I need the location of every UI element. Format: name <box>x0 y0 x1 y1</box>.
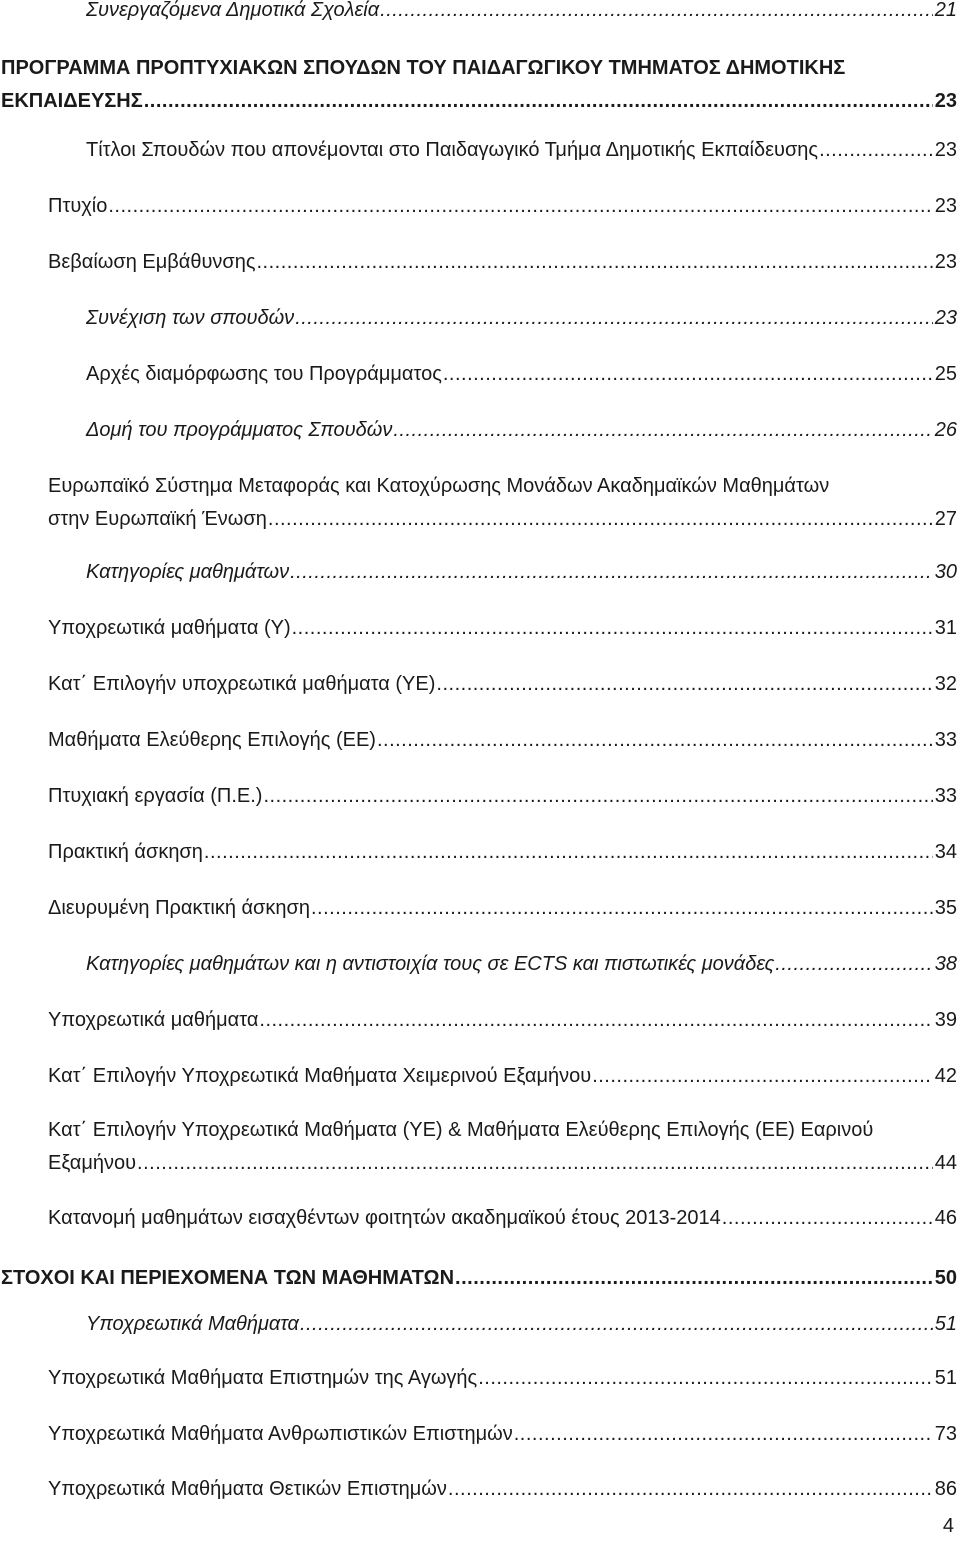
toc-leader-dots <box>380 0 933 27</box>
toc-leader-dots <box>290 556 933 589</box>
toc-entry-title: Πτυχιακή εργασία (Π.Ε.) <box>48 785 263 807</box>
toc-entry-page: 46 <box>934 1207 957 1229</box>
toc-entry-page: 42 <box>934 1065 957 1087</box>
toc-entry[interactable] <box>1 1262 957 1295</box>
toc-entry-page: 27 <box>934 508 957 530</box>
toc-entry-page: 34 <box>934 841 957 863</box>
toc-leader-dots <box>514 1418 933 1451</box>
toc-leader-dots <box>443 358 933 391</box>
toc-entry[interactable] <box>86 556 957 589</box>
toc-entry-page: 31 <box>934 617 957 639</box>
toc-leader-dots <box>393 414 932 447</box>
toc-entry-page: 51 <box>934 1313 957 1335</box>
toc-entry[interactable] <box>86 0 957 27</box>
toc-entry[interactable] <box>1 52 957 118</box>
toc-leader-dots <box>144 85 933 118</box>
toc-leader-dots <box>592 1060 933 1093</box>
toc-entry-title: ΣΤΟΧΟΙ ΚΑΙ ΠΕΡΙΕΧΟΜΕΝΑ ΤΩΝ ΜΑΘΗΜΑΤΩΝ <box>1 1267 455 1289</box>
toc-entry[interactable] <box>48 1202 957 1235</box>
toc-entry[interactable] <box>48 612 957 645</box>
toc-entry-page: 51 <box>934 1367 957 1389</box>
toc-leader-dots <box>478 1362 933 1395</box>
toc-entry-title: Αρχές διαμόρφωσης του Προγράμματος <box>86 363 442 385</box>
toc-entry-title: Δομή του προγράμματος Σπουδών <box>86 419 393 441</box>
toc-entry[interactable] <box>86 134 957 167</box>
toc-leader-dots <box>775 948 932 981</box>
toc-entry-title: Πτυχίο <box>48 195 108 217</box>
toc-entry-title: Υποχρεωτικά Μαθήματα <box>86 1313 299 1335</box>
toc-entry-title: Βεβαίωση Εμβάθυνσης <box>48 251 256 273</box>
toc-entry-title: Υποχρεωτικά Μαθήματα Θετικών Επιστημών <box>48 1478 447 1500</box>
toc-entry[interactable] <box>86 358 957 391</box>
toc-entry[interactable] <box>48 246 957 279</box>
toc-leader-dots <box>108 190 932 223</box>
toc-leader-dots <box>268 503 933 536</box>
toc-entry-title: Πρακτική άσκηση <box>48 841 203 863</box>
toc-entry-page: 86 <box>934 1478 957 1500</box>
toc-entry-page: 23 <box>934 90 957 112</box>
toc-entry-page: 25 <box>934 363 957 385</box>
toc-entry-title: Διευρυμένη Πρακτική άσκηση <box>48 897 310 919</box>
toc-entry[interactable] <box>48 668 957 701</box>
toc-entry-page: 23 <box>934 251 957 273</box>
toc-entry[interactable] <box>48 1362 957 1395</box>
toc-leader-dots <box>263 780 932 813</box>
toc-entry-title-continued: Εξαμήνου <box>48 1152 137 1174</box>
toc-entry-title: Συνεργαζόμενα Δημοτικά Σχολεία <box>86 0 380 21</box>
toc-leader-dots <box>137 1147 933 1180</box>
toc-entry-page: 23 <box>934 139 957 161</box>
toc-entry[interactable] <box>86 1308 957 1341</box>
toc-leader-dots <box>311 892 933 925</box>
toc-entry[interactable] <box>48 1060 957 1093</box>
toc-entry[interactable] <box>48 470 957 536</box>
toc-entry-title: Υποχρεωτικά μαθήματα (Υ) <box>48 617 291 639</box>
toc-entry-title: Κατ΄ Επιλογήν Υποχρεωτικά Μαθήματα Χειμερινού Εξαμήνου <box>48 1065 592 1087</box>
toc-entry-title: Μαθήματα Ελεύθερης Επιλογής (ΕΕ) <box>48 729 376 751</box>
toc-entry[interactable] <box>48 1418 957 1451</box>
toc-entry-title: Υποχρεωτικά Μαθήματα Επιστημών της Αγωγής <box>48 1367 478 1389</box>
toc-entry[interactable] <box>48 1004 957 1037</box>
toc-entry-page: 32 <box>934 673 957 695</box>
toc-leader-dots <box>819 134 933 167</box>
toc-entry-page: 26 <box>934 419 957 441</box>
toc-leader-dots <box>204 836 933 869</box>
toc-leader-dots <box>448 1473 933 1506</box>
toc-entry[interactable] <box>48 1473 957 1506</box>
toc-entry-title: Τίτλοι Σπουδών που απονέμονται στο Παιδαγωγικό Τμήμα Δημοτικής Εκπαίδευσης <box>86 139 819 161</box>
toc-entry[interactable] <box>48 724 957 757</box>
toc-leader-dots <box>300 1308 933 1341</box>
toc-leader-dots <box>259 1004 932 1037</box>
toc-entry-page: 50 <box>934 1267 957 1289</box>
page-number: 4 <box>942 1515 954 1537</box>
toc-entry-title: Υποχρεωτικά μαθήματα <box>48 1009 259 1031</box>
toc-entry-page: 33 <box>934 729 957 751</box>
toc-entry-page: 35 <box>934 897 957 919</box>
toc-entry-title-continued: ΕΚΠΑΙΔΕΥΣΗΣ <box>1 90 143 112</box>
toc-leader-dots <box>722 1202 933 1235</box>
toc-entry[interactable] <box>86 414 957 447</box>
toc-entry-page: 39 <box>934 1009 957 1031</box>
toc-entry-page: 33 <box>934 785 957 807</box>
toc-leader-dots <box>455 1262 933 1295</box>
toc-entry-page: 23 <box>934 195 957 217</box>
toc-entry-title: Υποχρεωτικά Μαθήματα Ανθρωπιστικών Επιστημών <box>48 1423 513 1445</box>
toc-entry-title: Κατ΄ Επιλογήν Υποχρεωτικά Μαθήματα (ΥΕ) & Μαθήματα Ελεύθερης Επιλογής (ΕΕ) Εαρινού <box>48 1119 874 1141</box>
toc-entry[interactable] <box>48 190 957 223</box>
toc-entry-title: Συνέχιση των σπουδών <box>86 307 295 329</box>
toc-entry-title: Κατηγορίες μαθημάτων <box>86 561 290 583</box>
toc-leader-dots <box>295 302 933 335</box>
toc-leader-dots <box>257 246 933 279</box>
toc-leader-dots <box>377 724 933 757</box>
toc-entry-title: ΠΡΟΓΡΑΜΜΑ ΠΡΟΠΤΥΧΙΑΚΩΝ ΣΠΟΥΔΩΝ ΤΟΥ ΠΑΙΔΑΓΩΓΙΚΟΥ ΤΜΗΜΑΤΟΣ ΔΗΜΟΤΙΚΗΣ <box>1 57 846 79</box>
toc-entry-page: 38 <box>934 953 957 975</box>
toc-entry[interactable] <box>48 836 957 869</box>
toc-entry-page: 73 <box>934 1423 957 1445</box>
toc-leader-dots <box>436 668 932 701</box>
toc-entry-page: 44 <box>934 1152 957 1174</box>
toc-entry-page: 30 <box>934 561 957 583</box>
toc-entry-title: Κατανομή μαθημάτων εισαχθέντων φοιτητών ακαδημαϊκού έτους 2013-2014 <box>48 1207 721 1229</box>
toc-entry[interactable] <box>86 302 957 335</box>
toc-entry[interactable] <box>48 892 957 925</box>
toc-entry-page: 23 <box>934 307 957 329</box>
toc-entry-title: Κατ΄ Επιλογήν υποχρεωτικά μαθήματα (ΥΕ) <box>48 673 436 695</box>
toc-entry-page: 21 <box>934 0 957 21</box>
toc-entry-title: Κατηγορίες μαθημάτων και η αντιστοιχία τους σε ECTS και πιστωτικές μονάδες <box>86 953 775 975</box>
toc-entry-title: Ευρωπαϊκό Σύστημα Μεταφοράς και Κατοχύρωσης Μονάδων Ακαδημαϊκών Μαθημάτων <box>48 475 830 497</box>
toc-entry-title-continued: στην Ευρωπαϊκή Ένωση <box>48 508 267 530</box>
toc-entry[interactable] <box>86 948 957 981</box>
toc-entry[interactable] <box>48 1114 957 1180</box>
toc-leader-dots <box>292 612 933 645</box>
toc-entry[interactable] <box>48 780 957 813</box>
